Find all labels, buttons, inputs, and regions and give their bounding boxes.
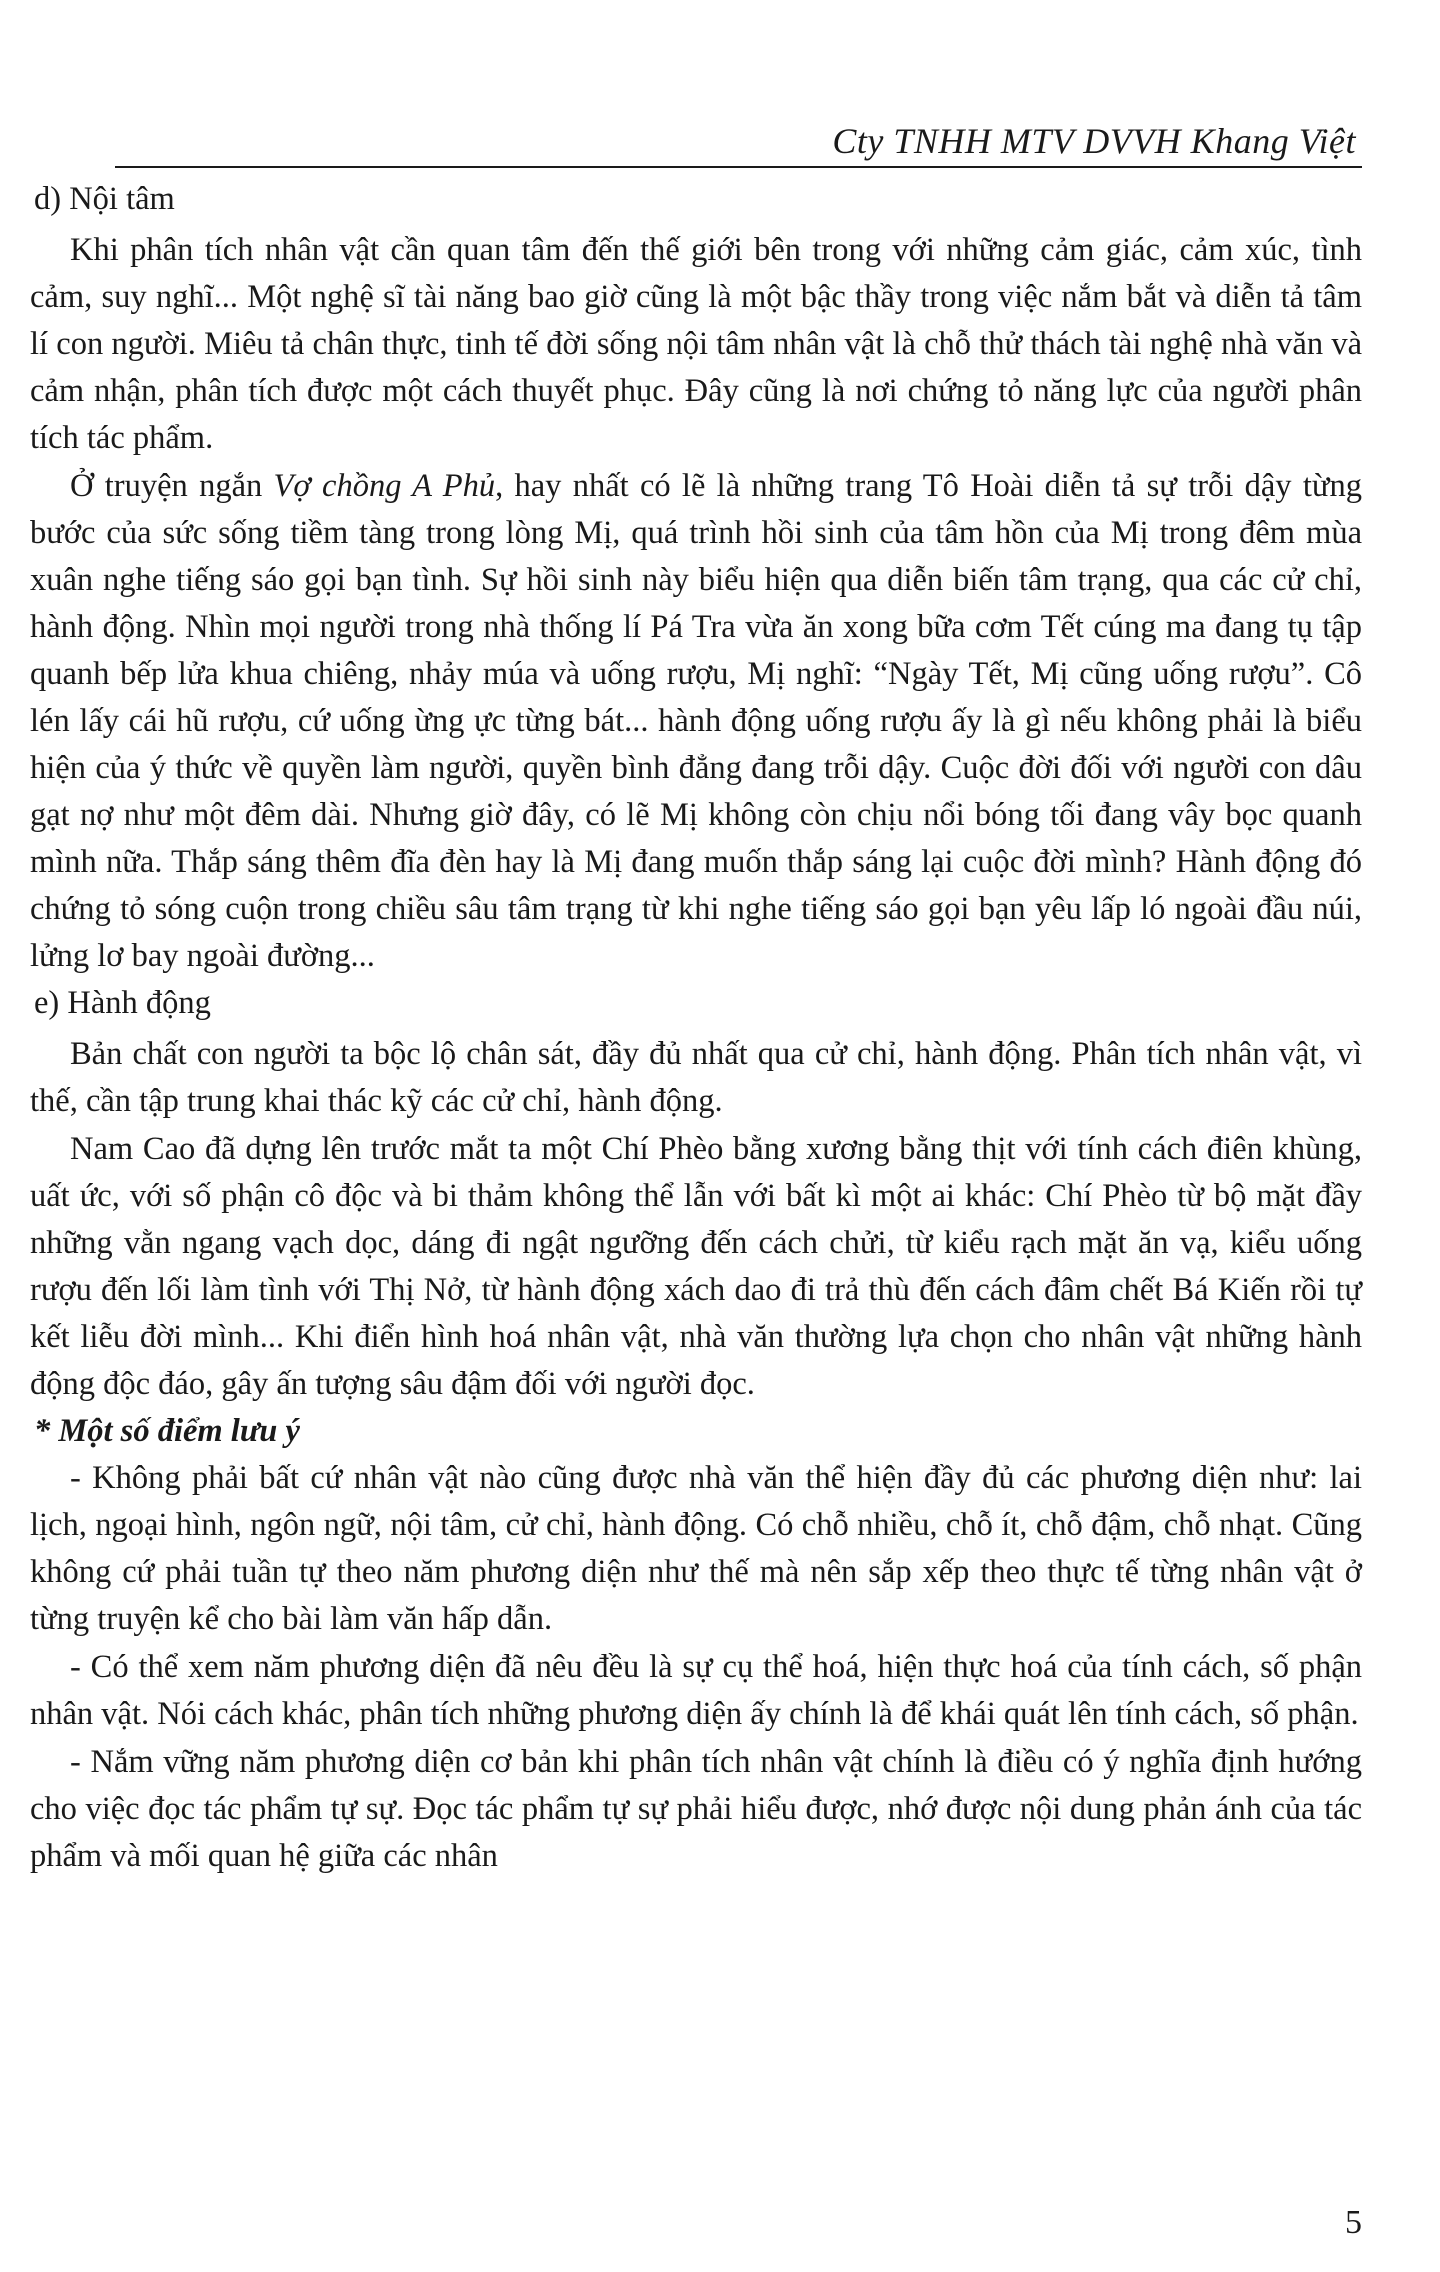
page-body <box>30 176 1362 1880</box>
section-heading-luu-y: * Một số điểm lưu ý <box>34 1413 300 1450</box>
running-header <box>115 108 1362 168</box>
note-item: - Không phải bất cứ nhân vật nào cũng được nhà văn thể hiện đầy đủ các phương diện như: lai lịch, ngoại hình, ngôn ngữ, nội tâm, cử chỉ, hành động. Có chỗ nhiều, chỗ ít, chỗ đậm, chỗ nhạt. Cũng không cứ phải tuần tự theo năm phương diện như thế mà nên sắp xếp theo thực tế từng nhân vật ở từng truyện kể cho bài làm văn hấp dẫn. <box>30 1460 1362 1638</box>
work-title: Vợ chồng A Phủ <box>273 467 496 504</box>
paragraph: Nam Cao đã dựng lên trước mắt ta một Chí Phèo bằng xương bằng thịt với tính cách điên khùng, uất ức, với số phận cô độc và bi thảm không thể lẫn với bất kì một ai khác: Chí Phèo từ bộ mặt đầy những vằn ngang vạch dọc, dáng đi ngật ngưỡng đến cách chửi, từ kiểu rạch mặt ăn vạ, kiểu uống rượu đến lối làm tình với Thị Nở, từ hành động xách dao đi trả thù đến cách đâm chết Bá Kiến rồi tự kết liễu đời mình... Khi điển hình hoá nhân vật, nhà văn thường lựa chọn cho nhân vật những hành động độc đáo, gây ấn tượng sâu đậm đối với người đọc. <box>30 1130 1362 1402</box>
paragraph-text: , hay nhất có lẽ là những trang Tô Hoài diễn tả sự trỗi dậy từng bước của sức sống tiềm tàng trong lòng Mị, quá trình hồi sinh của tâm hồn của Mị trong đêm mùa xuân nghe tiếng sáo gọi bạn tình. Sự hồi sinh này biểu hiện qua diễn biến tâm trạng, qua các cử chỉ, hành động. Nhìn mọi người trong nhà thống lí Pá Tra vừa ăn xong bữa cơm Tết cúng ma đang tụ tập quanh bếp lửa khua chiêng, nhảy múa và uống rượu, Mị nghĩ: “Ngày Tết, Mị cũng uống rượu”. Cô lén lấy cái hũ rượu, cứ uống ừng ực từng bát... hành động uống rượu ấy là gì nếu không phải là biểu hiện của ý thức về quyền làm người, quyền bình đẳng đang trỗi dậy. Cuộc đời đối với người con dâu gạt nợ như một đêm dài. Nhưng giờ đây, có lẽ Mị không còn chịu nổi bóng tối đang vây bọc quanh mình nữa. Thắp sáng thêm đĩa đèn hay là Mị đang muốn thắp sáng lại cuộc đời mình? Hành động đó chứng tỏ sóng cuộn trong chiều sâu tâm trạng từ khi nghe tiếng sáo gọi bạn yêu lấp ló ngoài đầu núi, lửng lơ bay ngoài đường... <box>30 467 1362 974</box>
page-number: 5 <box>1345 2204 1362 2241</box>
section-heading-hanh-dong: e) Hành động <box>34 985 211 1022</box>
paragraph-text: Ở truyện ngắn <box>70 467 274 504</box>
publisher-name: Cty TNHH MTV DVVH Khang Việt <box>832 121 1356 161</box>
paragraph: Khi phân tích nhân vật cần quan tâm đến thế giới bên trong với những cảm giác, cảm xúc, tình cảm, suy nghĩ... Một nghệ sĩ tài năng bao giờ cũng là một bậc thầy trong việc nắm bắt và diễn tả tâm lí con người. Miêu tả chân thực, tinh tế đời sống nội tâm nhân vật là chỗ thử thách tài nghệ nhà văn và cảm nhận, phân tích được một cách thuyết phục. Đây cũng là nơi chứng tỏ năng lực của người phân tích tác phẩm. <box>30 232 1362 456</box>
paragraph: Bản chất con người ta bộc lộ chân sát, đầy đủ nhất qua cử chỉ, hành động. Phân tích nhân vật, vì thế, cần tập trung khai thác kỹ các cử chỉ, hành động. <box>30 1036 1362 1120</box>
note-item: - Nắm vững năm phương diện cơ bản khi phân tích nhân vật chính là điều có ý nghĩa định hướng cho việc đọc tác phẩm tự sự. Đọc tác phẩm tự sự phải hiểu được, nhớ được nội dung phản ánh của tác phẩm và mối quan hệ giữa các nhân <box>30 1743 1362 1874</box>
note-item: - Có thể xem năm phương diện đã nêu đều là sự cụ thể hoá, hiện thực hoá của tính cách, số phận nhân vật. Nói cách khác, phân tích những phương diện ấy chính là để khái quát lên tính cách, số phận. <box>30 1648 1362 1732</box>
section-heading-noi-tam: d) Nội tâm <box>34 181 175 217</box>
paragraph-vo-chong-a-phu <box>30 463 1362 980</box>
